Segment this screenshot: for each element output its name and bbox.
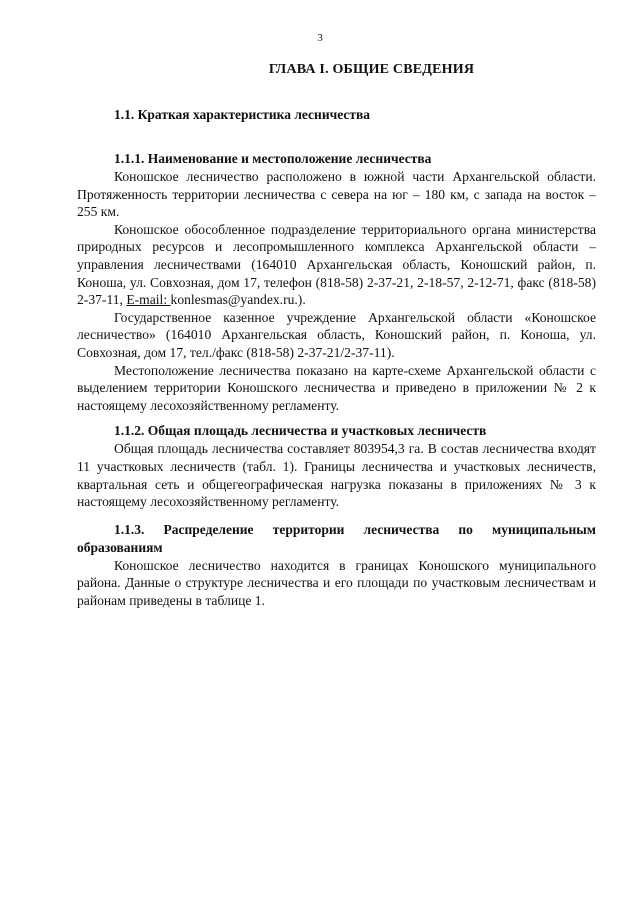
page-content (77, 60, 596, 609)
section-heading-1-1-1: 1.1.1. Наименование и местоположение лесничества (114, 151, 432, 166)
section-heading-1-1-3: 1.1.3. Распределение территории лесничества по муниципальным образованиям (77, 521, 596, 555)
paragraph-location: Коношское лесничество расположено в южной части Архангельской области. Протяженность территории лесничества с севера на юг – 180 км, с запада на восток – 255 км. (77, 169, 596, 220)
paragraph-municipal: Коношское лесничество находится в границах Коношского муниципального района. Данные о структуре лесничества и его площади по участковым лесничествам и районам приведены в таблице 1. (77, 557, 596, 608)
email-label: E-mail: (126, 292, 171, 308)
page-number: 3 (317, 32, 323, 44)
paragraph-department (77, 221, 596, 309)
paragraph-total-area: Общая площадь лесничества составляет 803954,3 га. В состав лесничества входят 11 участковых лесничеств (табл. 1). Границы лесничества и участковых лесничеств, квартальная сеть и общегеографическая нагрузка показаны в приложениях № 3 к настоящему лесохозяйственному регламенту. (77, 441, 596, 510)
department-text: Коношское обособленное подразделение территориального органа министерства природных ресурсов и лесопромышленного комплекса Архангельской области – управления лесничествами (164010 Архангельская область, Коношский район, п. Коноша, ул. Совхозная, дом 17, телефон (818-58) 2-37-21, 2-18-57, 2-12-71, факс (818-58) 2-37-11, (77, 221, 596, 308)
section-heading-1-1-2: 1.1.2. Общая площадь лесничества и участковых лесничеств (114, 423, 487, 439)
email-address: konlesmas@yandex.ru.). (170, 292, 306, 308)
paragraph-institution: Государственное казенное учреждение Архангельской области «Коношское лесничество» (164010 Архангельская область, Коношский район, п. Коноша, ул. Совхозная, дом 17, тел./факс (818-58) 2-37-21/2-37-11). (77, 309, 596, 360)
chapter-title: ГЛАВА I. ОБЩИЕ СВЕДЕНИЯ (268, 62, 475, 77)
section-heading-1-1: 1.1. Краткая характеристика лесничества (114, 107, 371, 122)
paragraph-map-reference: Местоположение лесничества показано на карте-схеме Архангельской области с выделением территории Коношского лесничества и приведено в приложении № 2 к настоящему лесохозяйственному регламенту. (77, 362, 596, 413)
